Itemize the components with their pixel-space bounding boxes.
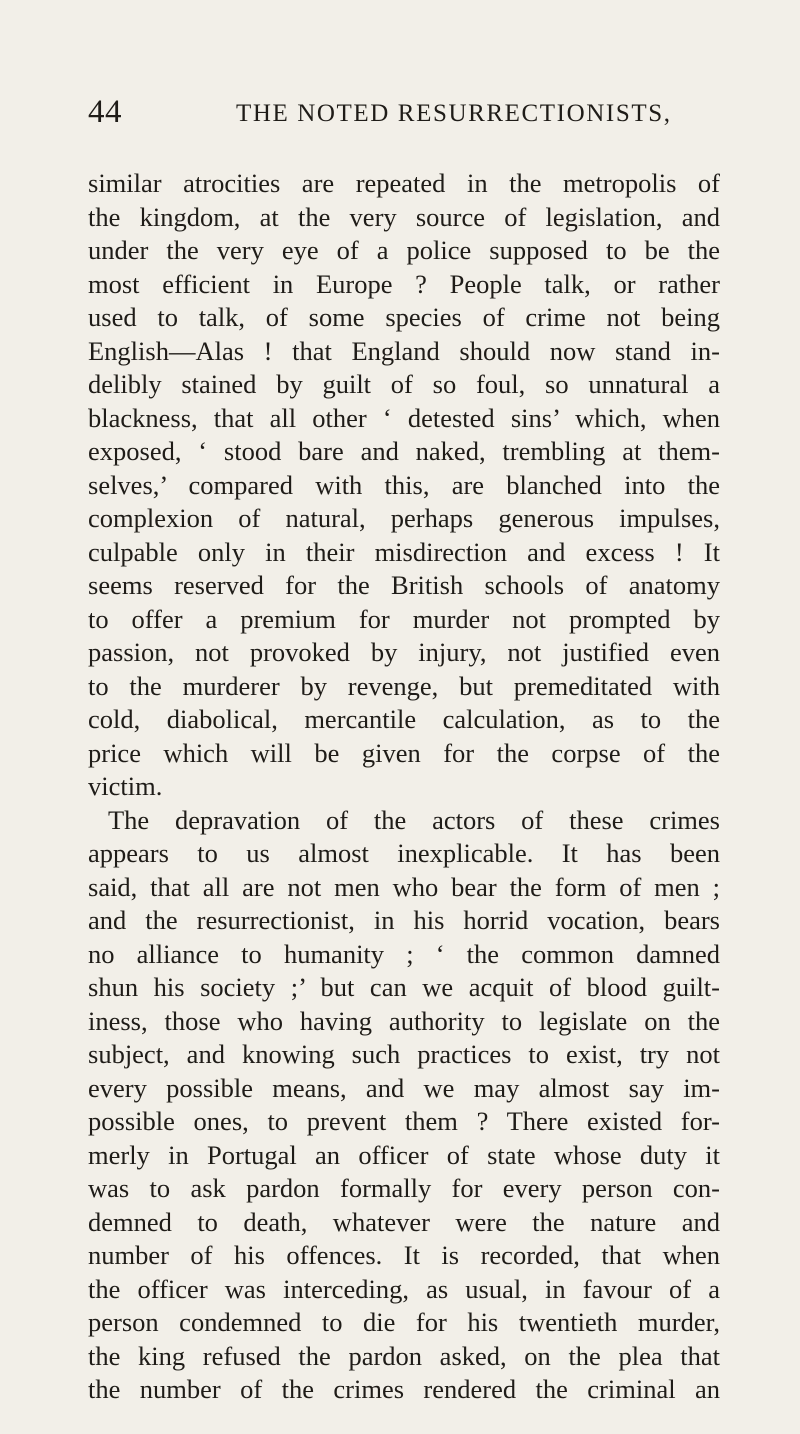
text-line: cold, diabolical, mercantile calculation, as to the: [88, 704, 720, 734]
page-header: [88, 92, 708, 132]
text-line: selves,’ compared with this, are blanched into the: [88, 469, 720, 500]
text-line: exposed, ‘ stood bare and naked, trembling at them-: [88, 436, 720, 466]
text-line: every possible means, and we may almost say im-: [88, 1072, 720, 1103]
text-line: English—Alas ! that England should now stand in-: [88, 335, 720, 366]
text-line: said, that all are not men who bear the form of men ;: [88, 871, 720, 902]
text-line: subject, and knowing such practices to exist, try not: [88, 1039, 720, 1069]
text-line: appears to us almost inexplicable. It has been: [88, 838, 720, 868]
text-line: similar atrocities are repeated in the metropolis of: [88, 168, 720, 198]
text-line: possible ones, to prevent them ? There existed for-: [88, 1106, 720, 1136]
text-line: to offer a premium for murder not prompted by: [88, 603, 720, 634]
text-line: was to ask pardon formally for every person con-: [88, 1173, 720, 1203]
text-line: shun his society ;’ but can we acquit of blood guilt-: [88, 972, 720, 1002]
text-line: the number of the crimes rendered the criminal an: [88, 1374, 720, 1404]
text-line: the officer was interceding, as usual, in favour of a: [88, 1273, 720, 1304]
text-line: victim.: [88, 771, 163, 801]
text-line: the kingdom, at the very source of legislation, and: [88, 201, 720, 232]
text-line: delibly stained by guilt of so foul, so unnatural a: [88, 369, 720, 399]
text-line: blackness, that all other ‘ detested sins’ which, when: [88, 402, 720, 433]
text-line: person condemned to die for his twentieth murder,: [88, 1307, 720, 1337]
text-line: most efficient in Europe ? People talk, or rather: [88, 268, 720, 299]
text-line: merly in Portugal an officer of state whose duty it: [88, 1139, 720, 1170]
text-line: demned to death, whatever were the nature and: [88, 1206, 720, 1237]
text-line: seems reserved for the British schools of anatomy: [88, 570, 720, 600]
text-line: iness, those who having authority to legislate on the: [88, 1005, 720, 1036]
text-line: number of his offences. It is recorded, that when: [88, 1240, 720, 1270]
text-line: culpable only in their misdirection and excess ! It: [88, 536, 720, 567]
text-line: complexion of natural, perhaps generous impulses,: [88, 503, 720, 533]
text-line: no alliance to humanity ; ‘ the common damned: [88, 938, 720, 969]
body-text: [88, 167, 720, 1407]
text-line: to the murderer by revenge, but premeditated with: [88, 670, 720, 701]
text-line: the king refused the pardon asked, on the plea that: [88, 1340, 720, 1371]
text-line: The depravation of the actors of these crimes: [108, 804, 720, 835]
text-line: under the very eye of a police supposed to be the: [88, 235, 720, 265]
text-line: passion, not provoked by injury, not justified even: [88, 637, 720, 667]
text-line: and the resurrectionist, in his horrid vocation, bears: [88, 905, 720, 935]
text-line: used to talk, of some species of crime not being: [88, 302, 720, 332]
text-line: price which will be given for the corpse of the: [88, 737, 720, 768]
running-head: THE NOTED RESURRECTIONISTS,: [236, 100, 672, 127]
page-number: 44: [88, 94, 122, 130]
